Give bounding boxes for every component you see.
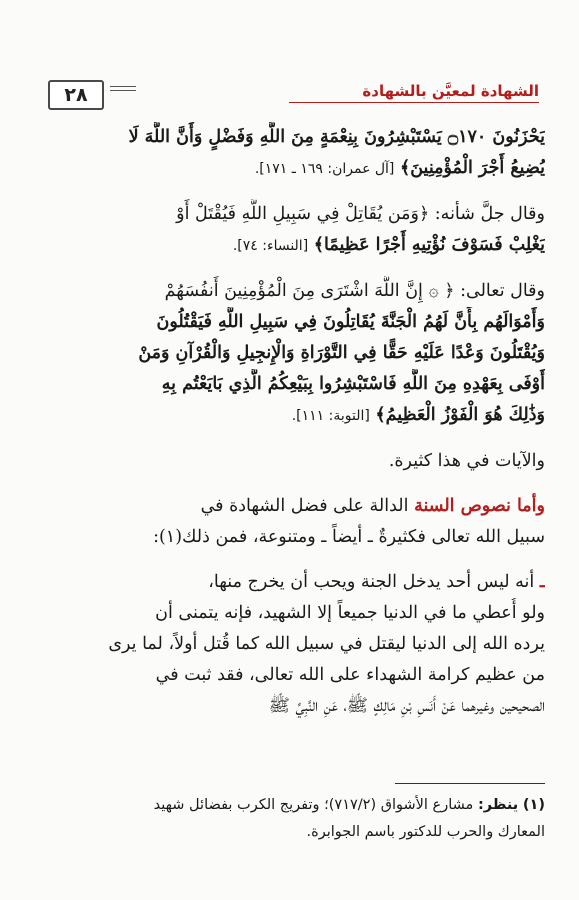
text-line xyxy=(34,230,545,262)
text-line: وقال جلَّ شأنه: ﴿وَمَن يُقَاتِلْ فِي سَبِيلِ اللَّهِ فَيُقْتَلْ أَوْ xyxy=(176,204,545,224)
verse-reference: [النساء: ٧٤]. xyxy=(232,238,309,254)
text-line: يرده الله إلى الدنيا ليقتل في سبيل الله كما قُتل أولاً، لما يرى xyxy=(108,634,545,654)
running-title: الشهادة لمعيَّن بالشهادة xyxy=(362,82,539,100)
paragraph-verse-1 xyxy=(34,122,545,185)
text-line: والآيات في هذا كثيرة. xyxy=(388,451,545,471)
text-line: ولو أُعطي ما في الدنيا جميعاً إلا الشهيد، فإنه يتمنى أن xyxy=(155,603,545,623)
text-line: من عظيم كرامة الشهداء على الله تعالى، فقد ثبت في xyxy=(155,665,545,685)
text-line: أَوْفَى بِعَهْدِهِ مِنَ اللَّهِ فَاسْتَبْشِرُوا بِبَيْعِكُمُ الَّذِي بَايَعْتُم بِهِ xyxy=(161,374,545,394)
paragraph-many-verses xyxy=(34,446,545,477)
footnote-marker: (١) xyxy=(522,797,545,813)
paragraph-sunnah xyxy=(34,491,545,553)
quran-text: يُضِيعُ أَجْرَ الْمُؤْمِنِينَ﴾ xyxy=(399,158,545,178)
footnote-line xyxy=(34,792,545,819)
paragraph-verse-3 xyxy=(34,276,545,432)
verse-reference: [آل عمران: ١٦٩ ـ ١٧١]. xyxy=(254,161,395,177)
header-rule xyxy=(289,102,539,103)
quran-text: يَغْلِبْ فَسَوْفَ نُؤْتِيهِ أَجْرًا عَظِيمًا﴾ xyxy=(313,235,545,255)
page-header xyxy=(40,80,539,110)
text-line: وَيُقْتَلُونَ وَعْدًا عَلَيْهِ حَقًّا فِي التَّوْرَاةِ وَالْإِنجِيلِ وَالْقُرْآنِ وَمَنْ xyxy=(138,343,545,363)
text-span: أنه ليس أحد يدخل الجنة ويحب أن يخرج منها، xyxy=(208,572,540,592)
text-span: مشارع الأشواق (٧١٧/٢)؛ وتفريج الكرب بفضائل شهيد xyxy=(153,797,474,813)
footnote-label: ينظر: xyxy=(477,797,519,813)
text-line xyxy=(34,400,545,432)
quran-text: وَذَٰلِكَ هُوَ الْفَوْزُ الْعَظِيمُ﴾ xyxy=(375,405,545,425)
text-line xyxy=(34,567,545,598)
footnote xyxy=(34,792,545,846)
text-line: وَأَمْوَالَهُم بِأَنَّ لَهُمُ الْجَنَّةَ يُقَاتِلُونَ فِي سَبِيلِ اللَّهِ فَيَقْتُلُونَ xyxy=(156,312,545,332)
section-heading: وأما نصوص السنة xyxy=(414,496,545,516)
page-number: ٢٨ xyxy=(48,80,104,110)
text-line xyxy=(34,491,545,522)
text-line: وقال تعالى: ﴿ ۞ إِنَّ اللَّهَ اشْتَرَى مِنَ الْمُؤْمِنِينَ أَنفُسَهُمْ xyxy=(164,281,545,301)
paragraph-first-merit xyxy=(34,567,545,722)
text-span: الدالة على فضل الشهادة في xyxy=(200,496,415,516)
footnote-separator xyxy=(395,783,545,784)
text-line: سبيل الله تعالى فكثيرةٌ ـ أيضاً ـ ومتنوعة، فمن ذلك(١): xyxy=(153,527,545,547)
footnote-line: المعارك والحرب للدكتور باسم الجوابرة. xyxy=(306,824,545,840)
text-line: يَحْزَنُونَ ۝١٧٠ يَسْتَبْشِرُونَ بِنِعْمَةٍ مِنَ اللَّهِ وَفَضْلٍ وَأَنَّ اللَّهَ لَا xyxy=(128,127,545,147)
main-text xyxy=(34,122,545,736)
text-line: الصحيحين وغيرهما عَنْ أَنَسِ بْنِ مَالِكٍ ﷺ، عَنِ النَّبِيِّ ﷺ xyxy=(268,696,545,716)
paragraph-verse-2 xyxy=(34,199,545,262)
text-line xyxy=(34,153,545,185)
verse-reference: [التوبة: ١١١]. xyxy=(291,408,370,424)
list-dash: ـ xyxy=(539,572,545,592)
ornament-icon xyxy=(110,86,136,98)
